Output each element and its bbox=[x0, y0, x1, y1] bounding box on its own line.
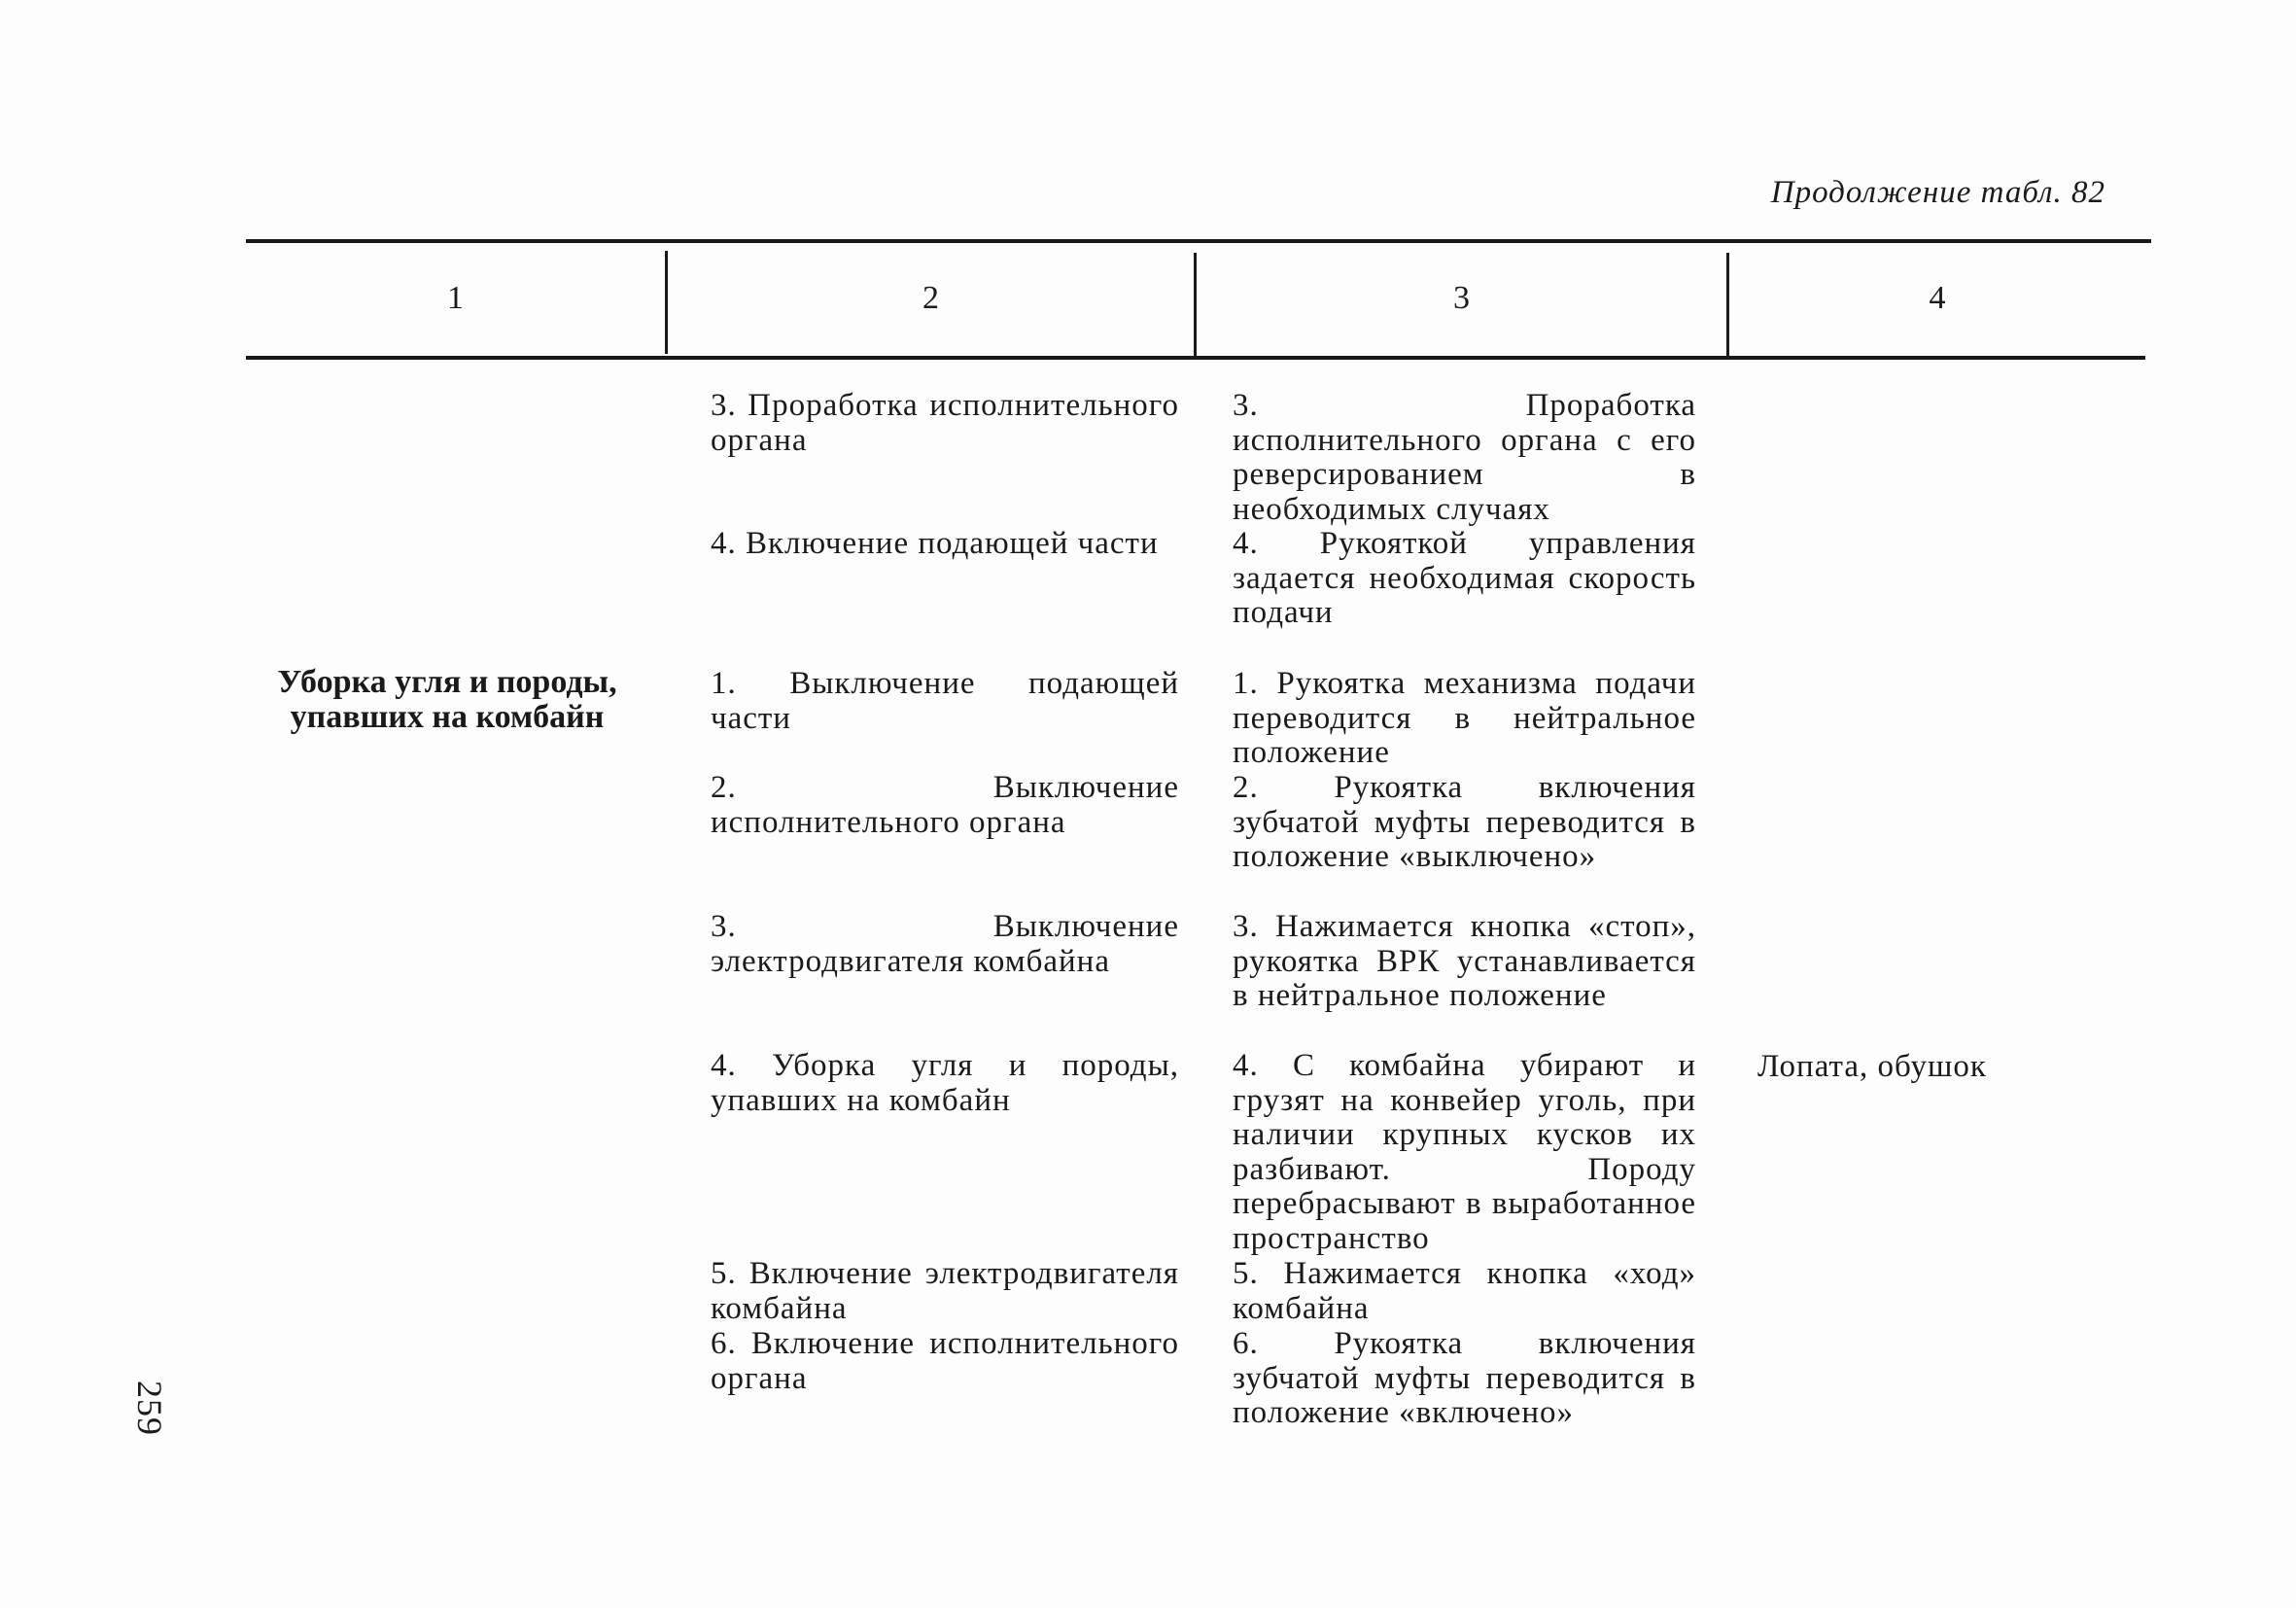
column-number-4: 4 bbox=[1929, 280, 1946, 316]
table-caption: Продолжение табл. 82 bbox=[1770, 175, 2105, 210]
step-cell: 2. Выключение исполнительного органа bbox=[711, 770, 1179, 840]
action-cell: 4. Рукояткой управления задается необходимая скорость подачи bbox=[1233, 526, 1696, 630]
header-bottom-rule bbox=[246, 356, 2145, 360]
column-number-1: 1 bbox=[447, 280, 464, 316]
action-cell: 1. Рукоятка механизма подачи переводится в нейтральное положение bbox=[1233, 666, 1696, 770]
step-cell: 6. Включение исполнительного органа bbox=[711, 1326, 1179, 1396]
step-cell: 5. Включение электродвигателя комбайна bbox=[711, 1256, 1179, 1326]
column-number-2: 2 bbox=[922, 280, 939, 316]
action-cell: 3. Проработка исполнительного органа с его реверсированием в необходимых случаях bbox=[1233, 388, 1696, 527]
action-cell: 5. Нажимается кнопка «ход» комбайна bbox=[1233, 1256, 1696, 1326]
action-cell: 4. С комбайна убирают и грузят на конвейер уголь, при наличии крупных кусков их разбивают. Породу перебрасывают в выработанное пространство bbox=[1233, 1048, 1696, 1256]
operation-name: Уборка угля и породы, упавших на комбайн bbox=[277, 664, 617, 735]
header-top-rule bbox=[246, 239, 2151, 243]
tools-cell: Лопата, обушок bbox=[1757, 1049, 1987, 1084]
action-cell: 6. Рукоятка включения зубчатой муфты переводится в положение «включено» bbox=[1233, 1326, 1696, 1430]
column-number-3: 3 bbox=[1453, 280, 1470, 316]
step-cell: 3. Выключение электродвигателя комбайна bbox=[711, 909, 1179, 979]
step-cell: 4. Включение подающей части bbox=[711, 526, 1159, 561]
step-cell: 3. Проработка исполнительного органа bbox=[711, 388, 1179, 458]
step-cell: 4. Уборка угля и породы, упавших на комбайн bbox=[711, 1048, 1179, 1118]
step-cell: 1. Выключение подающей части bbox=[711, 666, 1179, 736]
page-number: 259 bbox=[130, 1381, 169, 1436]
action-cell: 2. Рукоятка включения зубчатой муфты переводится в положение «выключено» bbox=[1233, 770, 1696, 874]
action-cell: 3. Нажимается кнопка «стоп», рукоятка ВРК устанавливается в нейтральное положение bbox=[1233, 909, 1696, 1013]
